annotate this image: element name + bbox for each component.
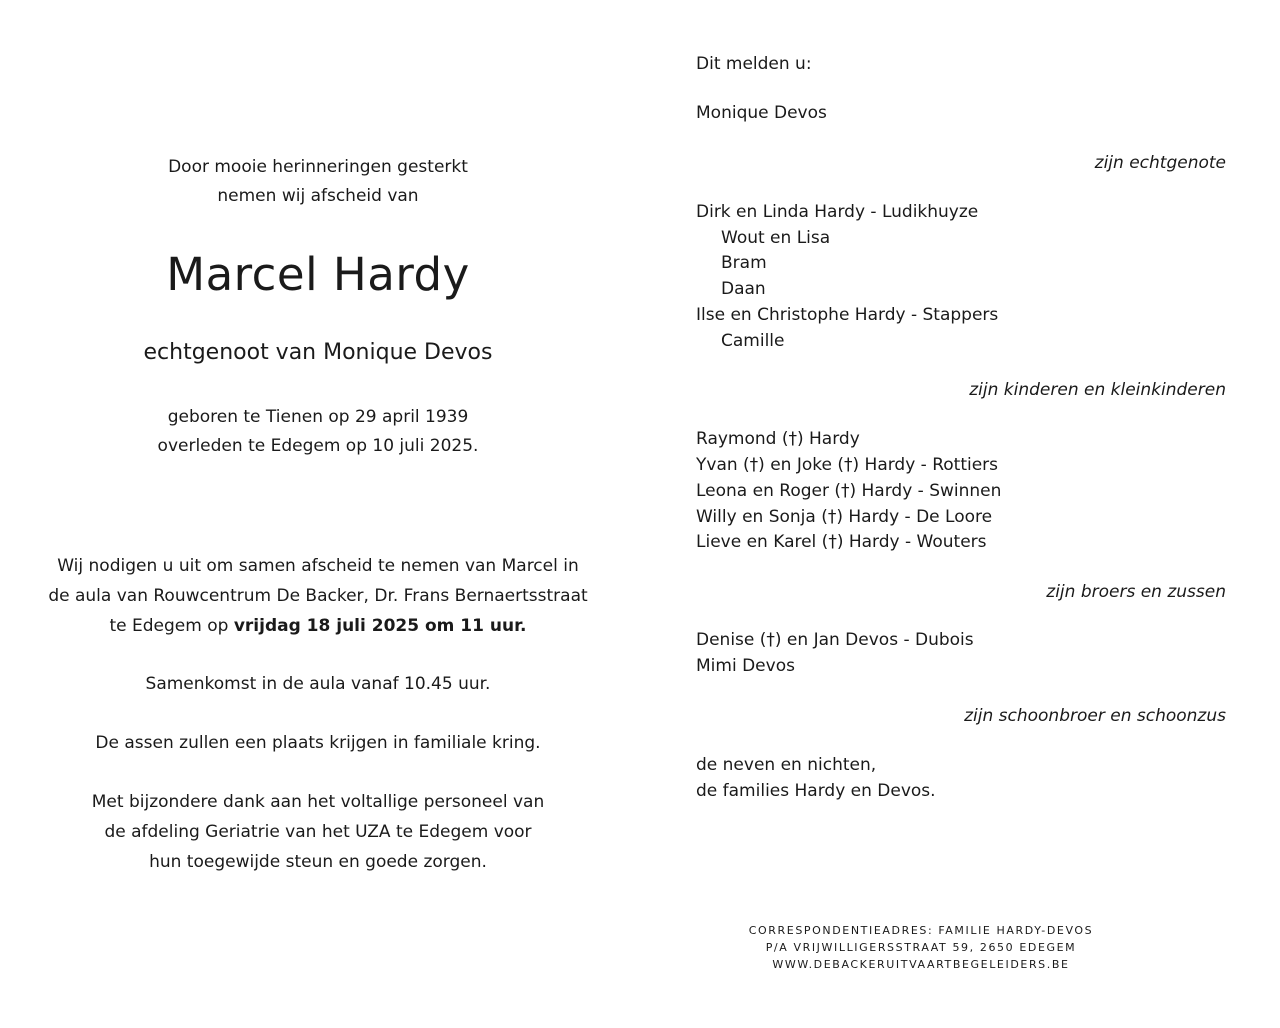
thanks-line: Met bijzondere dank aan het voltallige personeel van [91, 792, 545, 812]
footer-line: P/A VRIJWILLIGERSSTRAAT 59, 2650 EDEGEM [765, 941, 1077, 954]
correspondence-footer [696, 922, 1146, 973]
child-entry: Dirk en Linda Hardy - Ludikhuyze [696, 202, 979, 222]
grandchild-entry: Wout en Lisa [721, 228, 831, 248]
invite-prefix: te Edegem op [109, 616, 234, 636]
child-entry: Ilse en Christophe Hardy - Stappers [696, 305, 999, 325]
grandchild-entry: Bram [721, 253, 767, 273]
grandchild-entry: Camille [721, 331, 785, 351]
footer-website: WWW.DEBACKERUITVAARTBEGELEIDERS.BE [772, 958, 1070, 971]
thanks-text [30, 787, 606, 877]
intro-line: nemen wij afscheid van [217, 186, 419, 206]
birth-line: geboren te Tienen op 29 april 1939 [167, 407, 469, 427]
sibling-entry: Yvan (†) en Joke (†) Hardy - Rottiers [696, 455, 999, 475]
relation-label: zijn schoonbroer en schoonzus [964, 706, 1226, 726]
invite-line: de aula van Rouwcentrum De Backer, Dr. Frans Bernaertsstraat [48, 586, 588, 606]
deceased-name: Marcel Hardy [166, 248, 470, 301]
inlaw-entry: Mimi Devos [696, 656, 795, 676]
spouse-line: echtgenoot van Monique Devos [143, 340, 493, 365]
sibling-entry: Willy en Sonja (†) Hardy - De Loore [696, 507, 993, 527]
intro-line: Door mooie herinneringen gesterkt [168, 157, 468, 177]
thanks-line: hun toegewijde steun en goede zorgen. [149, 852, 487, 872]
grandchild-entry: Daan [721, 279, 766, 299]
life-dates [30, 403, 606, 461]
ceremony-date: vrijdag 18 juli 2025 om 11 uur. [233, 616, 527, 636]
gathering-text: Samenkomst in de aula vanaf 10.45 uur. [145, 674, 491, 694]
intro-text [30, 153, 606, 211]
death-line: overleden te Edegem op 10 juli 2025. [157, 436, 479, 456]
family-entry: de families Hardy en Devos. [696, 781, 936, 801]
ceremony-invitation [30, 551, 606, 641]
relation-label: zijn broers en zussen [1046, 582, 1226, 602]
relation-label: zijn kinderen en kleinkinderen [969, 380, 1226, 400]
announce-header: Dit melden u: [696, 54, 812, 74]
sibling-entry: Leona en Roger (†) Hardy - Swinnen [696, 481, 1002, 501]
invite-line [30, 611, 606, 641]
relation-label: zijn echtgenote [1094, 153, 1226, 173]
sibling-entry: Lieve en Karel (†) Hardy - Wouters [696, 532, 987, 552]
sibling-entry: Raymond (†) Hardy [696, 429, 860, 449]
ashes-text: De assen zullen een plaats krijgen in familiale kring. [95, 733, 541, 753]
footer-line: CORRESPONDENTIEADRES: FAMILIE HARDY-DEVOS [748, 924, 1094, 937]
spouse-name: Monique Devos [696, 103, 827, 123]
inlaw-entry: Denise (†) en Jan Devos - Dubois [696, 630, 974, 650]
invite-line: Wij nodigen u uit om samen afscheid te nemen van Marcel in [57, 556, 579, 576]
thanks-line: de afdeling Geriatrie van het UZA te Edegem voor [104, 822, 532, 842]
family-entry: de neven en nichten, [696, 755, 877, 775]
